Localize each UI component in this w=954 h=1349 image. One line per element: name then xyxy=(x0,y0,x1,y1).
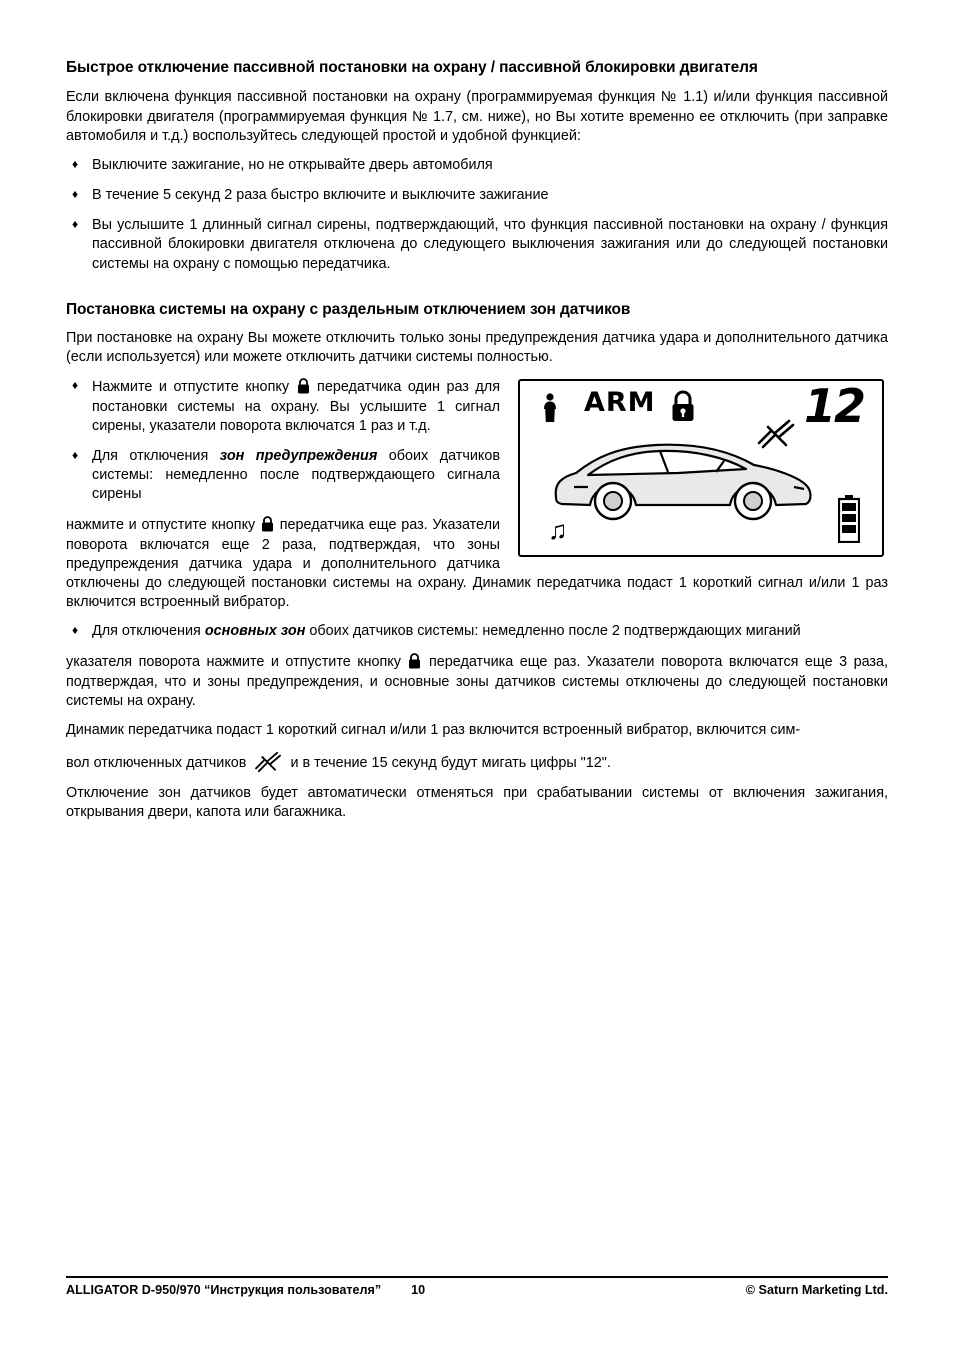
footer-copyright: © Saturn Marketing Ltd. xyxy=(745,1283,888,1297)
list-item xyxy=(66,216,888,273)
bullet-marker-icon: ♦ xyxy=(72,187,79,202)
list-item-text-part1: Для отключения xyxy=(92,623,201,640)
section-title-zone-disable: Постановка системы на охрану с раздельным отключением зон датчиков xyxy=(66,300,631,318)
footer-manual-title: ALLIGATOR D-950/970 “Инструкция пользователя” xyxy=(66,1283,382,1297)
paragraph-text-part2: передатчика еще раз. Указатели поворота включатся еще 3 раза, подтверждая, что и зоны предупреждения, и основные зоны датчиков системы отключены до следующей постановки системы на охрану. xyxy=(66,654,889,709)
footer-page-number: 10 xyxy=(411,1283,426,1297)
page-footer xyxy=(66,1276,888,1297)
section2-intro: При постановке на охрану Вы можете отключить только зоны предупреждения датчика удара и дополнительного датчика (если используется) или можете отключить датчики системы полностью. xyxy=(66,330,888,366)
bullet-marker-icon: ♦ xyxy=(72,623,79,638)
paragraph-text-part2: и в течение 15 секунд будут мигать цифры "12". xyxy=(290,754,611,771)
emphasis-main-zones: основных зон xyxy=(204,623,306,640)
section1-bullet-list xyxy=(66,156,888,274)
bullet-marker-icon: ♦ xyxy=(72,378,79,393)
lcd-digits: 12 xyxy=(803,379,864,434)
list-item xyxy=(66,622,888,641)
list-item-text-part2: передатчика один раз для постановки системы на охрану. Вы услышите 1 сигнал сирены, указатели поворота включатся 1 раз и т.д. xyxy=(92,379,500,434)
lock-button-icon xyxy=(296,377,311,395)
bullet-marker-icon: ♦ xyxy=(72,447,79,462)
section2-body xyxy=(66,377,888,832)
list-item-text-part1: Для отключения xyxy=(92,447,209,464)
music-note-icon: ♫ xyxy=(548,515,568,546)
section2-bullet-list-2 xyxy=(66,622,888,641)
list-item xyxy=(66,377,888,435)
paragraph-symbol xyxy=(66,750,888,774)
list-item-text-part2: обоих датчиков системы: немедленно после 2 подтверждающих миганий xyxy=(309,623,801,640)
list-item-text: Выключите зажигание, но не открывайте дверь автомобиля xyxy=(92,156,493,173)
section1-intro: Если включена функция пассивной постановки на охрану (программируемая функция № 1.1) и/или функция пассивной блокировки двигателя (программируемая функция № 1.7, см. ниже), но Вы хотите временно ее отключить (при заправке автомобиля и т.д.) воспользуйтесь следующей простой и удобной функцией: xyxy=(66,89,888,144)
list-item xyxy=(66,447,888,504)
paragraph-text-part1: вол отключенных датчиков xyxy=(66,754,247,771)
list-item xyxy=(66,156,888,175)
paragraph-text-part2: передатчика еще раз. Указатели поворота включатся еще 2 раза, подтверждая, что зоны предупреждения датчика удара и дополнительного датчика отключены до следующей постановки системы на охрану. Динамик передатчика подаст 1 короткий сигнал и/или 1 раз включится встроенный вибратор. xyxy=(66,517,888,611)
sensor-disabled-icon xyxy=(250,750,286,774)
list-item-text: В течение 5 секунд 2 раза быстро включите и выключите зажигание xyxy=(92,187,549,204)
paragraph-press-third-time xyxy=(66,652,888,710)
arm-label: ARM xyxy=(584,387,656,419)
paragraph-text-part1: указателя поворота нажмите и отпустите кнопку xyxy=(66,654,401,671)
paragraph-text-part1: нажмите и отпустите кнопку xyxy=(66,517,256,534)
paragraph-auto-cancel: Отключение зон датчиков будет автоматически отменяться при срабатывании системы от включения зажигания, открывания двери, капота или багажника. xyxy=(66,784,888,821)
list-item-text: Вы услышите 1 длинный сигнал сирены, подтверждающий, что функция пассивной постановки на охрану / функция пассивной блокировки двигателя отключена до следующего выключения зажигания или до следующей постановки системы на охрану с помощью передатчика. xyxy=(92,217,888,272)
list-item-text-part2: обоих датчиков системы: немедленно после подтверждающего сигнала сирены xyxy=(92,447,501,503)
bullet-marker-icon: ♦ xyxy=(72,156,79,171)
emphasis-warning-zones: зон предупреждения xyxy=(219,447,378,464)
bullet-marker-icon: ♦ xyxy=(72,217,79,232)
lock-button-icon xyxy=(407,652,422,670)
list-item-text-part1: Нажмите и отпустите кнопку xyxy=(92,379,290,396)
section-title-quick-disable: Быстрое отключение пассивной постановки на охрану / пассивной блокировки двигателя xyxy=(66,59,758,76)
list-item xyxy=(66,186,888,205)
paragraph-speaker-signal: Динамик передатчика подаст 1 короткий сигнал и/или 1 раз включится встроенный вибратор, включится сим- xyxy=(66,721,801,738)
lock-button-icon xyxy=(260,515,275,533)
